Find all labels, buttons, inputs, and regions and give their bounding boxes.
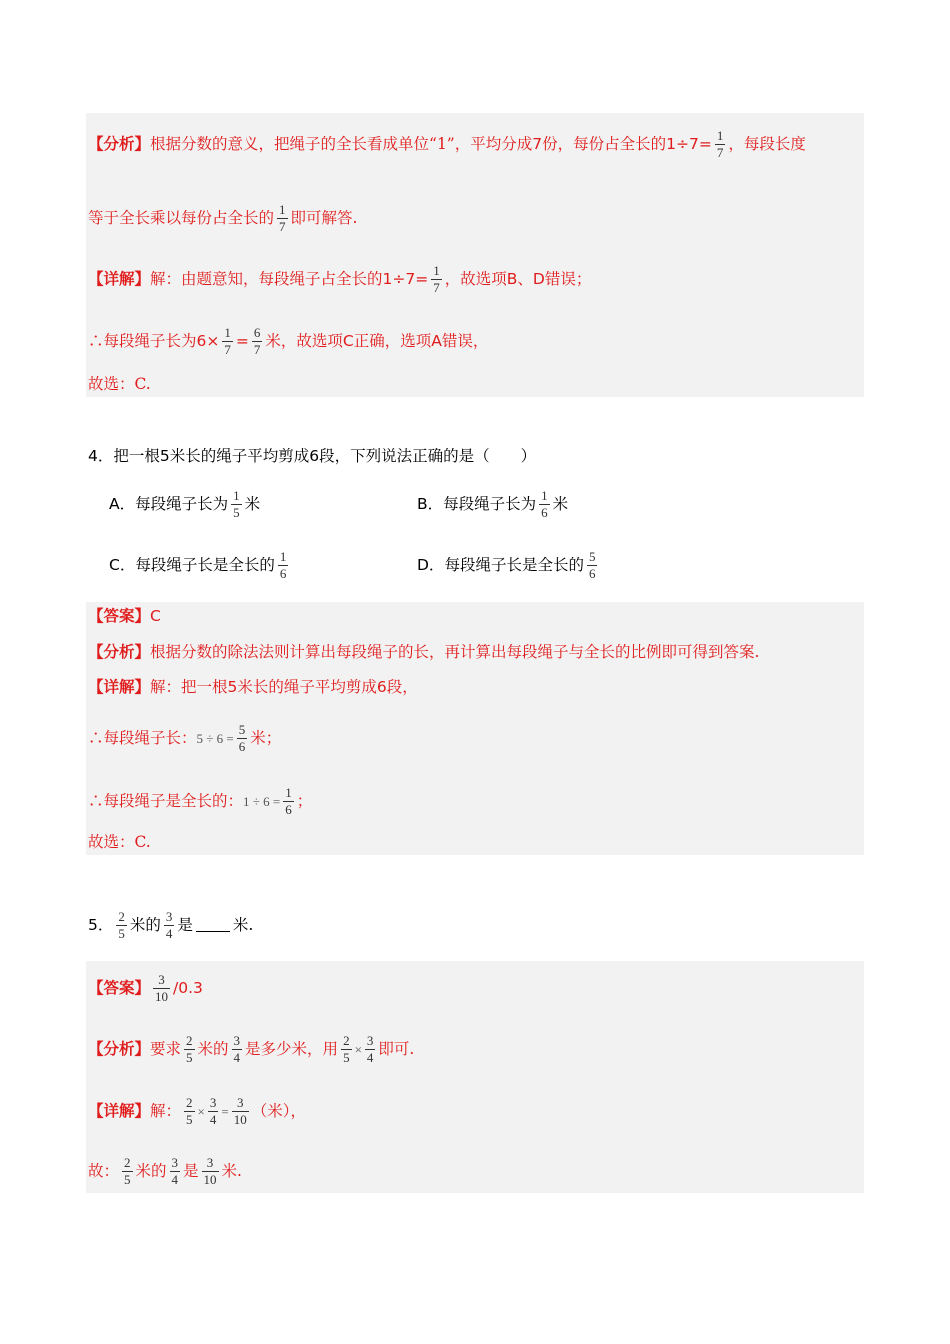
detail-text: 米. [221,1161,242,1180]
q3-analysis-line1 [88,128,806,162]
option-label: D． [417,555,445,574]
fraction-one-seventh: $\frac{1}{7}$ [224,325,231,358]
q4-stem [88,449,536,465]
answer-value: C [150,607,161,625]
option-unit: 米 [244,494,261,513]
answer-tag: 【答案】 [88,977,151,997]
fraction-one-seventh: $\frac{1}{7}$ [433,263,440,296]
q3-therefore-line [88,325,488,359]
q4-detail-line3 [88,785,312,819]
option-text: 每段绳子长是全长的 [444,555,584,574]
fraction-three-fourths: $\frac{3}{4}$ [233,1033,241,1066]
fraction-two-fifths: $\frac{2}{5}$ [186,1095,193,1128]
option-label: A． [109,494,136,513]
stem-text: 米的 [129,915,161,934]
option-text: 每段绳子长是全长的 [135,555,275,574]
fraction-three-fourths: $\frac{3}{4}$ [171,1155,179,1188]
fraction-two-fifths: $\frac{2}{5}$ [124,1155,131,1188]
option-ref: A [431,331,442,350]
stem-text: 是 [177,915,193,934]
fraction-two-fifths: $\frac{2}{5}$ [343,1033,350,1066]
fraction-three-tenths: $\frac{3}{10}$ [233,1095,247,1128]
detail-tag: 【详解】 [88,268,151,288]
q4-analysis-line [88,644,759,661]
expression: 1÷7= [666,134,712,153]
fraction-one-seventh: $\frac{1}{7}$ [279,202,286,235]
detail-text: ∴每段绳子是全长的： [88,791,244,810]
option-text: 每段绳子长为 [443,494,537,513]
q4-detail-line2 [88,722,281,756]
detail-text: 解：把一根 [150,678,228,696]
equals-sign: = [221,1103,229,1119]
detail-text: ； [296,791,313,810]
detail-text: 段， [386,678,418,696]
analysis-text: 要求 [150,1039,182,1058]
q5-answer-line [88,972,203,1006]
fraction-one-sixth: $\frac{1}{6}$ [541,488,548,521]
fraction-three-tenths: $\frac{3}{10}$ [155,972,169,1005]
analysis-text: 根据分数的除法法则计算出每段绳子的长，再计算出每段绳子与全长的比例即可得到答案. [150,643,760,661]
fraction-five-sixths: $\frac{5}{6}$ [238,722,246,755]
expression: 1 ÷ 6 = [243,793,281,809]
q4-detail-line1 [88,679,418,696]
q3-analysis-line2 [88,202,357,236]
stem-text: 段，下列说法正确的是（ ） [319,447,537,465]
detail-text: 米长的绳子平均剪成 [237,678,377,696]
analysis-text: 是多少米，用 [245,1039,339,1058]
detail-text: 是 [183,1161,199,1180]
analysis-tag: 【分析】 [88,133,151,153]
analysis-text: 米的 [197,1039,229,1058]
q5-detail-line [88,1095,306,1129]
answer-value: /0.3 [173,978,203,997]
fraction-one-sixth: $\frac{1}{6}$ [285,785,292,818]
detail-text: 米； [250,728,282,747]
detail-tag: 【详解】 [88,677,151,696]
q4-option-c[interactable] [109,549,291,583]
fraction-one-fifth: $\frac{1}{5}$ [233,488,240,521]
stem-text: 米长的绳子平均剪成 [169,447,310,465]
expression: 5 ÷ 6 = [196,730,234,746]
q4-answer-line [88,608,161,625]
stem-text: 米. [232,915,254,934]
question-number: 4． [88,447,114,465]
detail-text: ，故选项 [444,269,507,288]
option-text: 每段绳子长为 [135,494,229,513]
analysis-text: 即可解答. [290,208,358,227]
detail-tag: 【详解】 [88,1100,151,1120]
answer-tag: 【答案】 [88,606,151,625]
expression: 6× [196,331,220,350]
option-ref: C [342,331,354,350]
q5-conclusion-line [88,1155,242,1189]
detail-text: 错误， [441,331,489,350]
number: 7 [532,134,543,153]
question-number: 5． [88,915,114,934]
analysis-text: 等于全长乘以每份占全长的 [88,208,275,227]
fraction-three-fourths: $\frac{3}{4}$ [209,1095,217,1128]
q5-stem [88,909,253,943]
q3-choose-line: 故选：C. [88,375,151,393]
detail-text: 米的 [135,1161,167,1180]
q3-detail-line1 [88,263,591,297]
option-label: B． [417,494,444,513]
times-sign: × [197,1103,205,1119]
detail-text: 解： [150,1101,182,1120]
q4-option-d[interactable] [417,549,600,583]
analysis-text: 即可. [378,1039,415,1058]
option-label: C． [109,555,136,574]
detail-text: 错误； [544,269,592,288]
option-unit: 米 [552,494,569,513]
fraction-one-sixth: $\frac{1}{6}$ [279,549,287,582]
detail-text: 故： [88,1161,120,1180]
q5-analysis-line [88,1033,414,1067]
fraction-two-fifths: $\frac{2}{5}$ [186,1033,193,1066]
fraction-five-sixths: $\frac{5}{6}$ [588,549,596,582]
q4-option-b[interactable] [417,488,568,522]
analysis-text: 根据分数的意义，把绳子的全长看成单位“1”，平均分成 [150,134,533,153]
detail-text: （米）， [251,1101,306,1120]
detail-text: 解：由题意知，每段绳子占全长的 [150,269,383,288]
detail-text: ∴每段绳子长为 [88,331,197,350]
analysis-tag: 【分析】 [88,642,151,661]
q4-option-a[interactable] [109,488,260,522]
number: 6 [376,678,387,696]
number: 6 [309,447,320,465]
number: 5 [159,447,170,465]
stem-text: 把一根 [113,447,160,465]
fraction-two-fifths: $\frac{2}{5}$ [118,909,125,942]
option-ref: B、D [506,269,545,288]
equals-sign: = [235,331,249,350]
detail-text: 正确，选项 [353,331,432,350]
fraction-three-tenths: $\frac{3}{10}$ [203,1155,217,1188]
analysis-text: ，每段长度 [728,134,806,153]
q4-choose-line: 故选：C. [88,833,151,851]
fraction-three-fourths: $\frac{3}{4}$ [165,909,173,942]
analysis-tag: 【分析】 [88,1038,151,1058]
expression: 1÷7= [382,269,429,288]
number: 5 [227,678,238,696]
fraction-six-sevenths: $\frac{6}{7}$ [253,325,261,358]
fraction-three-fourths: $\frac{3}{4}$ [366,1033,374,1066]
answer-blank[interactable] [196,931,230,932]
detail-text: 米，故选项 [265,331,343,350]
times-sign: × [354,1041,362,1057]
analysis-text: 份，每份占全长的 [542,134,667,153]
detail-text: ∴每段绳子长： [88,728,197,747]
fraction-one-seventh: $\frac{1}{7}$ [716,128,724,161]
